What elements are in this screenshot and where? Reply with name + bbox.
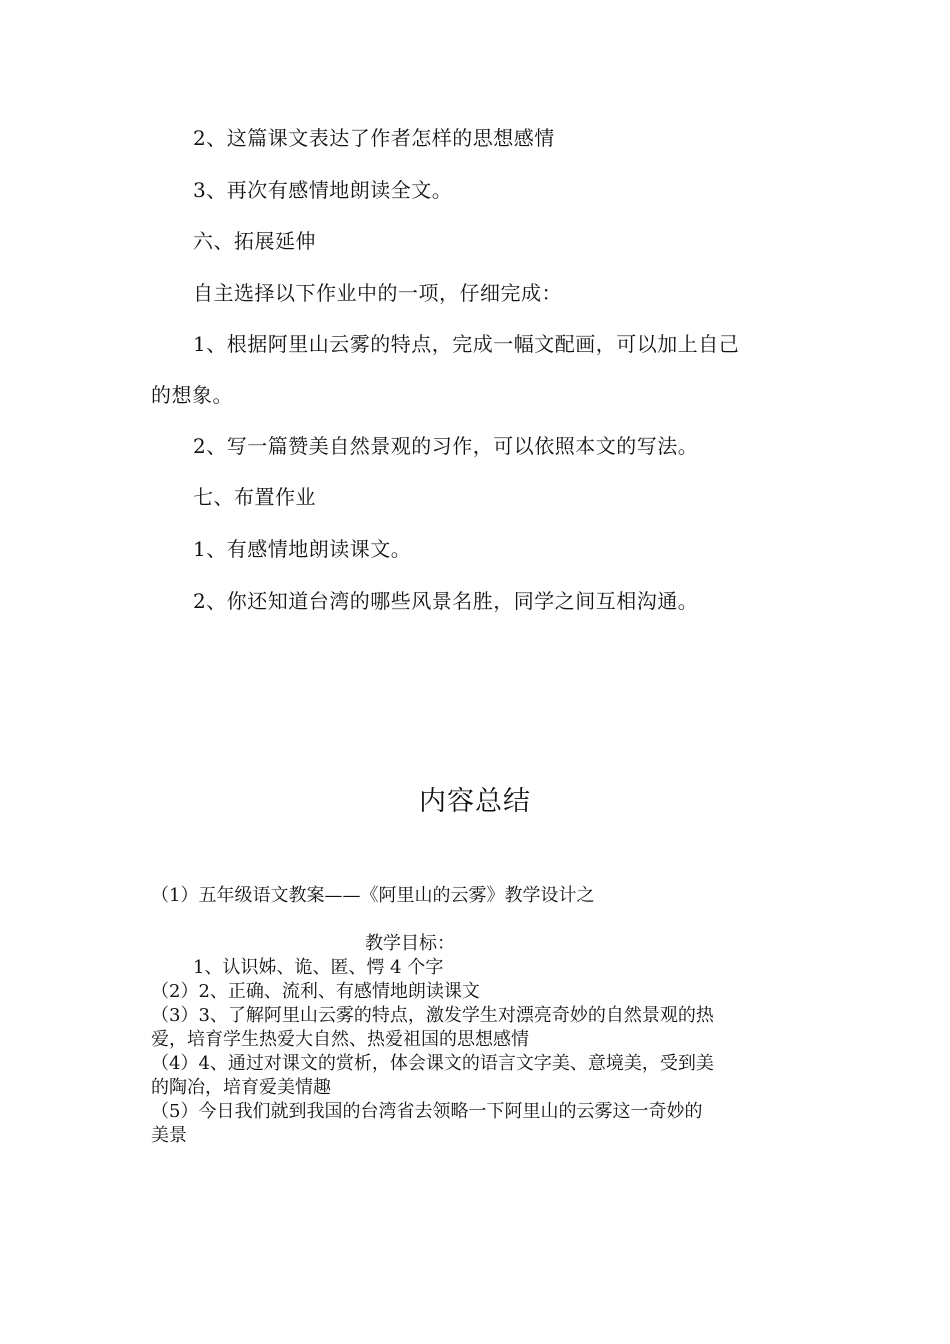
- section-6-heading: 六、拓展延伸: [193, 229, 316, 253]
- homework-1: 1、有感情地朗读课文。: [193, 537, 412, 561]
- summary-item-3-line-2: 爱，培育学生热爱大自然、热爱祖国的思想感情: [151, 1029, 529, 1050]
- summary-item-1: （1）五年级语文教案——《阿里山的云雾》教学设计之: [151, 885, 595, 906]
- summary-item-3-line-1: （3）3、了解阿里山云雾的特点，激发学生对漂亮奇妙的自然景观的热: [151, 1005, 714, 1026]
- task-1-line-2: 的想象。: [151, 383, 233, 407]
- summary-item-5-line-2: 美景: [151, 1125, 187, 1146]
- question-2: 2、这篇课文表达了作者怎样的思想感情: [193, 126, 555, 150]
- choose-instruction: 自主选择以下作业中的一项，仔细完成：: [193, 281, 562, 305]
- homework-2: 2、你还知道台湾的哪些风景名胜，同学之间互相沟通。: [193, 589, 699, 613]
- goal-1: 1、认识姊、诡、匿、愕 4 个字: [193, 957, 444, 978]
- question-3: 3、再次有感情地朗读全文。: [193, 178, 453, 202]
- summary-item-4-line-2: 的陶冶，培育爱美情趣: [151, 1077, 331, 1098]
- summary-item-2: （2）2、正确、流利、有感情地朗读课文: [151, 981, 480, 1002]
- task-2: 2、写一篇赞美自然景观的习作，可以依照本文的写法。: [193, 434, 699, 458]
- task-1-line-1: 1、根据阿里山云雾的特点，完成一幅文配画，可以加上自己: [193, 332, 740, 356]
- section-7-heading: 七、布置作业: [193, 485, 316, 509]
- summary-item-4-line-1: （4）4、通过对课文的赏析，体会课文的语言文字美、意境美，受到美: [151, 1053, 714, 1074]
- summary-title: 内容总结: [419, 786, 531, 817]
- goals-heading: 教学目标：: [365, 933, 455, 954]
- summary-item-5-line-1: （5）今日我们就到我国的台湾省去领略一下阿里山的云雾这一奇妙的: [151, 1101, 703, 1122]
